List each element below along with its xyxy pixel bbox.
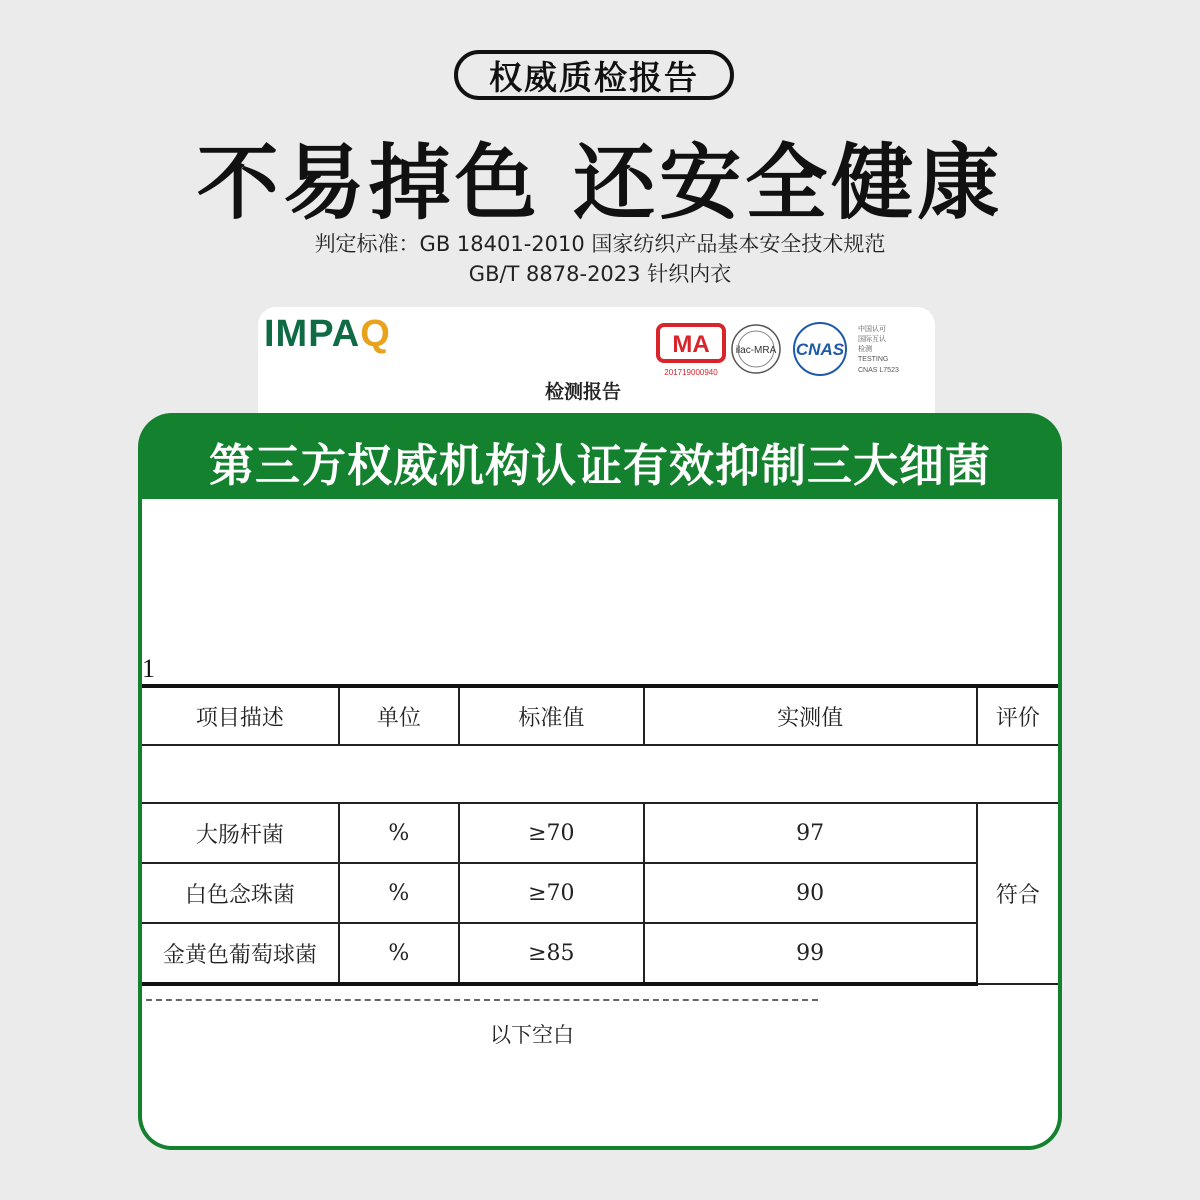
cell-standard: ≥70 (459, 803, 644, 863)
cell-standard: ≥85 (459, 923, 644, 984)
table-header-row (142, 686, 1058, 745)
panel-title: 第三方权威机构认证有效抑制三大细菌 (208, 439, 991, 492)
cell-unit: % (339, 803, 459, 863)
cell-item: 白色念珠菌 (142, 863, 339, 923)
header-evaluation: 评价 (977, 686, 1058, 745)
cell-measured: 97 (644, 803, 977, 863)
standard-line-1: 判定标准：GB 18401-2010 国家纺织产品基本安全技术规范 (314, 232, 886, 256)
table-row (142, 923, 1058, 984)
table-row (142, 863, 1058, 923)
cell-standard: ≥70 (459, 863, 644, 923)
panel-body (142, 499, 1058, 1146)
badge: 权威质检报告 (454, 50, 734, 100)
svg-text:201719000940: 201719000940 (664, 368, 718, 377)
cma-mark-icon (658, 325, 724, 377)
svg-text:CNAS L7523: CNAS L7523 (858, 367, 899, 374)
cnas-icon (794, 323, 846, 375)
svg-text:中国认可: 中国认可 (858, 326, 886, 333)
cell-item: 大肠杆菌 (142, 803, 339, 863)
certification-marks (654, 319, 924, 379)
results-table (142, 684, 1058, 986)
header-measured: 实测值 (644, 686, 977, 745)
header-unit: 单位 (339, 686, 459, 745)
cell-item: 金黄色葡萄球菌 (142, 923, 339, 984)
svg-text:CNAS: CNAS (795, 340, 845, 359)
svg-text:国际互认: 国际互认 (858, 336, 886, 343)
header-item: 项目描述 (142, 686, 339, 745)
report-title: 检测报告 (544, 381, 621, 403)
table-spacer-row (142, 745, 1058, 803)
headline: 不易掉色 还安全健康 (196, 136, 1004, 231)
cell-measured: 90 (644, 863, 977, 923)
blank-below-note: 以下空白 (490, 1023, 574, 1047)
svg-text:TESTING: TESTING (858, 356, 889, 363)
header-standard: 标准值 (459, 686, 644, 745)
ilac-mra-icon (732, 325, 780, 373)
svg-text:检测: 检测 (858, 346, 872, 353)
cnas-note (858, 324, 899, 374)
svg-text:MA: MA (672, 331, 710, 358)
cell-unit: % (339, 923, 459, 984)
results-panel (138, 413, 1062, 1150)
svg-text:ilac-MRA: ilac-MRA (735, 345, 777, 356)
standard-line-2: GB/T 8878-2023 针织内衣 (468, 262, 732, 286)
table-row (142, 803, 1058, 863)
section-number: 1 (142, 654, 155, 683)
cell-measured: 99 (644, 923, 977, 984)
cell-evaluation: 符合 (977, 803, 1058, 984)
impaq-logo: IMPAQ (264, 313, 391, 355)
dashed-divider (146, 999, 818, 1001)
cell-unit: % (339, 863, 459, 923)
